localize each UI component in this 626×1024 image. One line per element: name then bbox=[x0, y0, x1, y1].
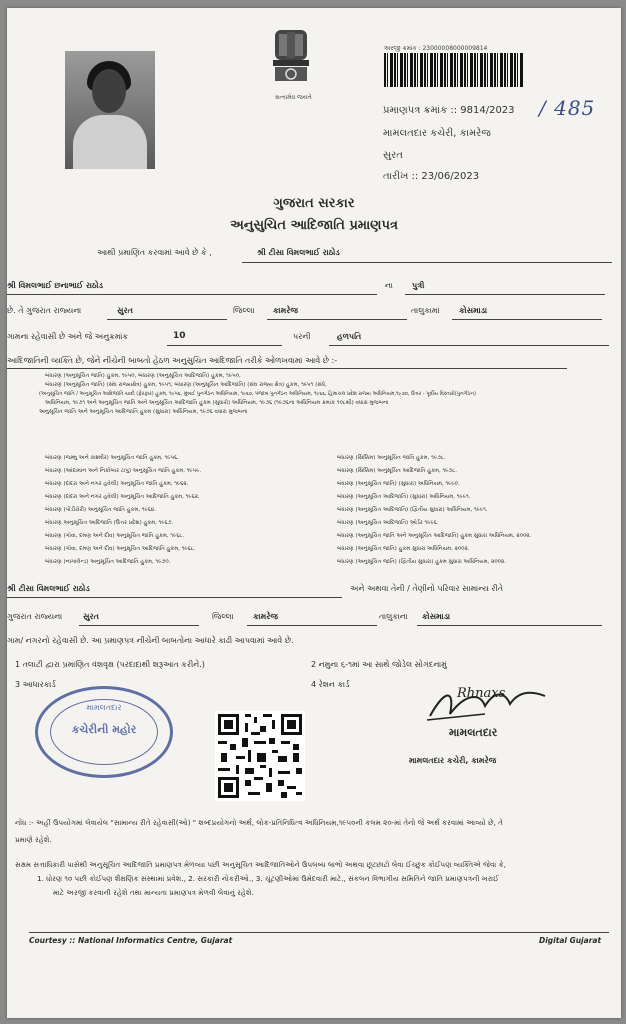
orders-paragraph bbox=[39, 372, 605, 417]
signature-scribble: Rhnaxs bbox=[457, 686, 506, 701]
taluka-label: તાલુકામાં bbox=[411, 306, 440, 315]
section2-district-label: જિલ્લા bbox=[212, 612, 234, 621]
order-item: બંધારણ (ગોવા, દમણ અને દીવ) અનુસૂચિત જાતિ હુકમ, ૧૯૬૮. bbox=[45, 533, 185, 539]
tribe-name: હળપતિ bbox=[337, 332, 362, 341]
order-item: બંધારણ (ગોવા, દમણ અને દીવ) અનુસૂચિત આદિજાતિ હુકમ, ૧૯૬૮. bbox=[45, 546, 196, 552]
serial-number: 10 bbox=[173, 331, 186, 341]
order-item: બંધારણ અનુસૂચિત આદિજાતિ (ઉત્તર પ્રદેશ) હુકમ, ૧૯૬૭. bbox=[45, 520, 174, 526]
order-item: બંધારણ (અનુસૂચિત આદિજાતિ) (દ્વિતીય સુધારા) અધિનિયમ, ૧૯૯૧. bbox=[337, 507, 488, 513]
state-label: છે. તે ગુજરાત રાજ્યના bbox=[7, 306, 82, 315]
orders-line: બંધારણ (અનુસૂચિત જાતિ) હુકમ, ૧૯૫૦, બંધારણ (અનુસૂચિત આદિજાતિ) હુકમ, ૧૯૫૦, bbox=[45, 373, 241, 379]
emblem-caption: સત્યમેવ જયતે bbox=[275, 94, 312, 101]
order-item: બંધારણ (અનુસૂચિત જાતિ અને અનુસૂચિત આદિજાતિ) હુકમ સુધારા અધિનિયમ, ૨૦૦૨. bbox=[337, 533, 532, 539]
order-item: બંધારણ (અનુસૂચિત આદિજાતિ) ઓર્ડર ૧૯૯૬. bbox=[337, 520, 439, 526]
office-seal bbox=[35, 686, 173, 778]
village-name: કોસમાડા bbox=[459, 306, 488, 315]
order-item: બંધારણ (અનુસૂચિત જાતિ) (સુધારા) અધિનિયમ, ૧૯૯૦. bbox=[337, 481, 460, 487]
orders-line: (અનુસૂચિત જાતિ / અનુસૂચિત આદિજાતિ યાદી (ફેરફાર) હુકમ, ૧૯૫૬, મુંબઈ પુનર્ગઠન અધિનિયમ, ૧૯૬૦, પંજાબ પુનર્ગઠન અધિનિયમ, ૧૯૬૬, હિમાચલ પ્રદેશ રાજ્ય અધિનિયમ,૧૯૭૦, ઉત્તર - પૂર્વીય વિસ્તારો(પુનર્ગઠન) bbox=[39, 391, 476, 397]
section2-district: સુરત bbox=[83, 612, 99, 621]
section2-taluka-label: તાલુકાના bbox=[379, 612, 408, 621]
tribe-statement: આદિજાતિની વ્યક્તિ છે, જેને નીચેની બાબતો હેઠળ અનુસુચિત આદિજાતિ તરીકે ઓળખવામાં આવે છે :- bbox=[7, 356, 338, 365]
state-district: સુરત bbox=[117, 306, 133, 315]
orders-line: અનુસૂચિત જાતિ અને અનુસૂચિત આદિજાતિ હુકમ (સુધારા) અધિનિયમ, ૧૯૭૬ વધારા મુજબના bbox=[39, 409, 248, 415]
father-name: શ્રી વિમલભાઈ છનાભાઈ રાઠોડ bbox=[7, 281, 103, 290]
order-item: બંધારણ (પોંડીચેરી) અનુસૂચિત જાતિ હુકમ, ૧૯૬૪. bbox=[45, 507, 157, 513]
applicant-name: શ્રી ટીસા વિમલભાઈ રાઠોડ bbox=[257, 248, 340, 257]
order-item: બંધારણ (સિક્કિમ) અનુસૂચિત આદિજાતિ હુકમ, ૧૯૭૮. bbox=[337, 468, 458, 474]
of-label: ના bbox=[385, 281, 393, 290]
taluka-name: કામરેજ bbox=[273, 306, 298, 315]
barcode-text: અરજી ક્રમાંક : 23000008000009814 bbox=[384, 45, 488, 52]
document-item: 2 નમુના ૬-૧માં આ સાથે જોડેલ સોગંદનામું bbox=[311, 660, 447, 669]
order-item: બંધારણ (નાગાલેન્ડ) અનુસૂચિત આદિજાતિ હુકમ, ૧૯૭૦. bbox=[45, 559, 171, 565]
district-label: જિલ્લા bbox=[233, 306, 255, 315]
signatory-title: મામલતદાર bbox=[449, 726, 498, 739]
orders-left-column bbox=[45, 452, 305, 569]
certificate-page bbox=[7, 8, 621, 1018]
document-item: 4 રેશન કાર્ડ bbox=[311, 680, 350, 689]
order-item: બંધારણ (દાદરા અને નગર હવેલી) અનુસૂચિત આદિજાતિ હુકમ, ૧૯૬૨. bbox=[45, 494, 200, 500]
section2-taluka: કામરેજ bbox=[253, 612, 278, 621]
relation: પુત્રી bbox=[412, 281, 425, 290]
government-title: ગુજરાત સરકાર bbox=[273, 196, 355, 211]
document-item: 3 આધારકાર્ડ bbox=[15, 680, 56, 689]
section2-state-label: ગુજરાત રાજ્યના bbox=[7, 612, 63, 621]
footer-courtesy: Courtesy :: National Informatics Centre, Gujarat bbox=[29, 936, 233, 945]
order-item: બંધારણ (અનુસૂચિત આદિજાતિ) (સુધારા) અધિનિયમ, ૧૯૯૧. bbox=[337, 494, 471, 500]
orders-line: અધિનિયમ, ૧૯૭૧ અને અનુસૂચિત જાતિ અને અનુસૂચિત આદિજાતિ હુકમ (સુધારો) અધિનિયમ, ૧૯૭૬ (૧૯૭૬ના અધિનિયમ ક્રમાંક ૧૦૮થી) વધારા મુજબના bbox=[45, 400, 389, 406]
orders-right-column bbox=[337, 452, 607, 569]
note-1b: પ્રમાણે રહેશે. bbox=[15, 835, 52, 844]
orders-line: બંધારણ (અનુસૂચિત જાતિ) (સંઘ રાજ્યક્ષેત્ર) હુકમ, ૧૯૫૧, બંધારણ (અનુસૂચિત આદિજાતિ) (સંઘ રાજ્ય ક્ષેત્ર) હુકમ, ૧૯૫૧ (સંધે, bbox=[45, 382, 327, 388]
footer-rule bbox=[29, 932, 609, 933]
certificate-number: પ્રમાણપત્ર ક્રમાંક :: 9814/2023 bbox=[383, 105, 515, 116]
order-item: બંધારણ (જમ્મુ અને કાશ્મીર) અનુસૂચિત જાતિ હુકમ, ૧૯૫૬. bbox=[45, 455, 179, 461]
residence-label: અને અથવા તેની / તેણીનો પરિવાર સામાન્ય રીતે bbox=[350, 584, 504, 593]
order-item: બંધારણ (દાદરા અને નગર હવેલી) અનુસૂચિત જાતિ હુકમ, ૧૯૬૨. bbox=[45, 481, 189, 487]
signature bbox=[425, 684, 550, 724]
issue-date: તારીખ :: 23/06/2023 bbox=[383, 171, 480, 182]
order-item: બંધારણ (આંદામાન અને નિકોબાર ટાપુ) અનુસૂચિત જાતિ હુકમ, ૧૯૫૯. bbox=[45, 468, 202, 474]
handwritten-number: / 485 bbox=[539, 96, 596, 120]
footer-digital-gujarat: Digital Gujarat bbox=[539, 936, 602, 945]
barcode bbox=[384, 53, 524, 87]
order-item: બંધારણ (અનુસૂચિત જાતિ) હુકમ સુધારા અધિનિયમ, ૨૦૦૨. bbox=[337, 546, 470, 552]
village-label: ગામના રહેવાસી છે અને જે અનુક્રમાંક bbox=[7, 332, 129, 341]
note-2: સક્ષમ સત્તાધિકારી પાસેથી અનુસૂચિત આદિજાતિ પ્રમાણપત્ર મેળવ્યા પછી અનુસૂચિત આદિજાતિઓને ઉપલબ્ધ લાભો અથવા છૂટછાટો લેવા ઈચ્છુક કોઈપણ વ્યક્તિએ જેવા કે, bbox=[15, 860, 506, 869]
seal-ring-text: મામલતદાર bbox=[86, 703, 122, 712]
order-item: બંધારણ (સિક્કિમ) અનુસૂચિત જાતિ હુકમ, ૧૯૭૮. bbox=[337, 455, 446, 461]
document-item: 1 તલાટી દ્વારા પ્રમાણિત વંશવૃક્ષ (પરદાદાથી શરૂઆત કરીને.) bbox=[15, 660, 205, 669]
qr-code bbox=[215, 711, 305, 801]
basis-line: ગામ/ નગરનો રહેવાસી છે. આ પ્રમાણપત્ર નીચેની બાબતોના આધારે કાઢી આપવામાં આવે છે. bbox=[7, 636, 294, 645]
tribe-label: પરની bbox=[293, 332, 311, 341]
section2-name: શ્રી ટીસા વિમલભાઈ રાઠોડ bbox=[7, 584, 90, 593]
note-4: માટે અરજી કરવાની રહેશે તથા માન્યતા પ્રમાણપત્ર મેળવી લેવાનું રહેશે. bbox=[53, 888, 254, 897]
note-3: 1. ધોરણ ૧૦ પછી કોઈપણ શૈક્ષણિક સંસ્થામાં પ્રવેશ., 2. સરકારી નોકરીઓ., 3. ચૂંટણીઓમાં ઉમેદવારી માટે., સંકલન વિભાગીય સમિતિને જાતિ પ્રમાણપત્રની ખરાઈ bbox=[37, 874, 499, 883]
office-name: મામલતદાર કચેરી, કામરેજ bbox=[383, 128, 491, 139]
applicant-photo bbox=[65, 51, 155, 169]
section2-village: કોસમાડા bbox=[422, 612, 451, 621]
district-name: સુરત bbox=[383, 150, 403, 161]
seal-text: કચેરીની મહોર bbox=[71, 723, 137, 736]
certificate-title: અનુસુચિત આદિજાતિ પ્રમાણપત્ર bbox=[230, 218, 398, 233]
certify-label: આથી પ્રમાણિત કરવામાં આવે છે કે , bbox=[97, 248, 212, 257]
order-item: બંધારણ (અનુસૂચિત જાતિ) (દ્વિતીય સુધારા) હુકમ સુધારા અધિનિયમ, ૨૦૦૨. bbox=[337, 559, 506, 565]
note-1: નોંધ :- અહીં ઉપયોગમાં લેવાયેલ "સામાન્ય રીતે રહેવાસી(ઓ) " શબ્દપ્રયોગનો અર્થ, લોક-પ્રતિનિધિત્વ અધિનિયમ,૧૯૫૦ની કલમ ૨૦-માં તેનો જે અર્થ કરવામાં આવ્યો છે, તે bbox=[15, 818, 503, 827]
signatory-office: મામલતદાર કચેરી, કામરેજ bbox=[409, 756, 497, 765]
